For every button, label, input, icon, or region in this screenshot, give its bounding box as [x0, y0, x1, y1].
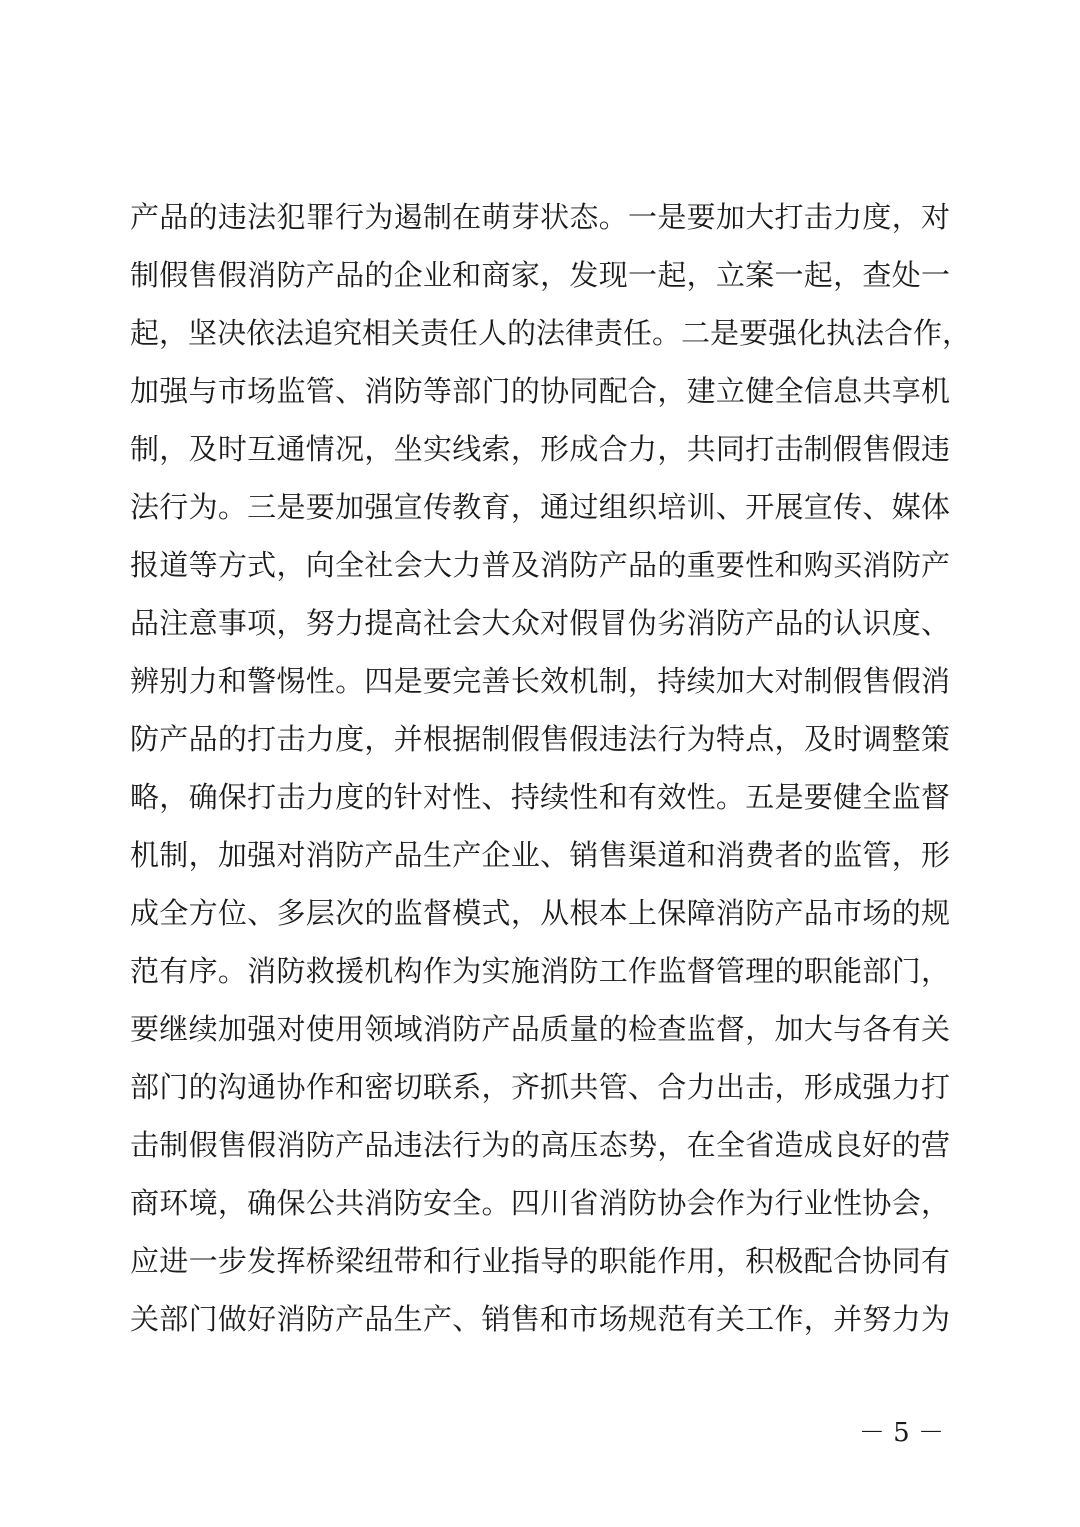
- page-number: － 5 －: [858, 1418, 944, 1448]
- text-line: 部门的沟通协作和密切联系，齐抓共管、合力出击，形成强力打: [130, 1070, 950, 1104]
- text-line: 产品的违法犯罪行为遏制在萌芽状态。一是要加大打击力度，对: [130, 200, 950, 234]
- text-line: 制假售假消防产品的企业和商家，发现一起，立案一起，查处一: [130, 258, 950, 292]
- text-line: 法行为。三是要加强宣传教育，通过组织培训、开展宣传、媒体: [130, 490, 950, 524]
- text-line: 机制，加强对消防产品生产企业、销售渠道和消费者的监管，形: [130, 838, 950, 872]
- text-line: 起，坚决依法追究相关责任人的法律责任。二是要强化执法合作，: [130, 316, 972, 350]
- body-paragraph: [130, 188, 972, 1348]
- text-line: 辨别力和警惕性。四是要完善长效机制，持续加大对制假售假消: [130, 664, 950, 698]
- text-line: 成全方位、多层次的监督模式，从根本上保障消防产品市场的规: [130, 896, 950, 930]
- text-line: 略，确保打击力度的针对性、持续性和有效性。五是要健全监督: [130, 780, 950, 814]
- text-line: 击制假售假消防产品违法行为的高压态势，在全省造成良好的营: [130, 1128, 950, 1162]
- text-line: 应进一步发挥桥梁纽带和行业指导的职能作用，积极配合协同有: [130, 1244, 950, 1278]
- text-line: 范有序。消防救援机构作为实施消防工作监督管理的职能部门，: [130, 954, 950, 988]
- text-line: 商环境，确保公共消防安全。四川省消防协会作为行业性协会，: [130, 1186, 950, 1220]
- text-line: 报道等方式，向全社会大力普及消防产品的重要性和购买消防产: [130, 548, 950, 582]
- text-line: 要继续加强对使用领域消防产品质量的检查监督，加大与各有关: [130, 1012, 950, 1046]
- text-line: 关部门做好消防产品生产、销售和市场规范有关工作，并努力为: [130, 1302, 950, 1336]
- text-line: 防产品的打击力度，并根据制假售假违法行为特点，及时调整策: [130, 722, 950, 756]
- text-line: 加强与市场监管、消防等部门的协同配合，建立健全信息共享机: [130, 374, 950, 408]
- text-line: 品注意事项，努力提高社会大众对假冒伪劣消防产品的认识度、: [130, 606, 950, 640]
- text-line: 制，及时互通情况，坐实线索，形成合力，共同打击制假售假违: [130, 432, 950, 466]
